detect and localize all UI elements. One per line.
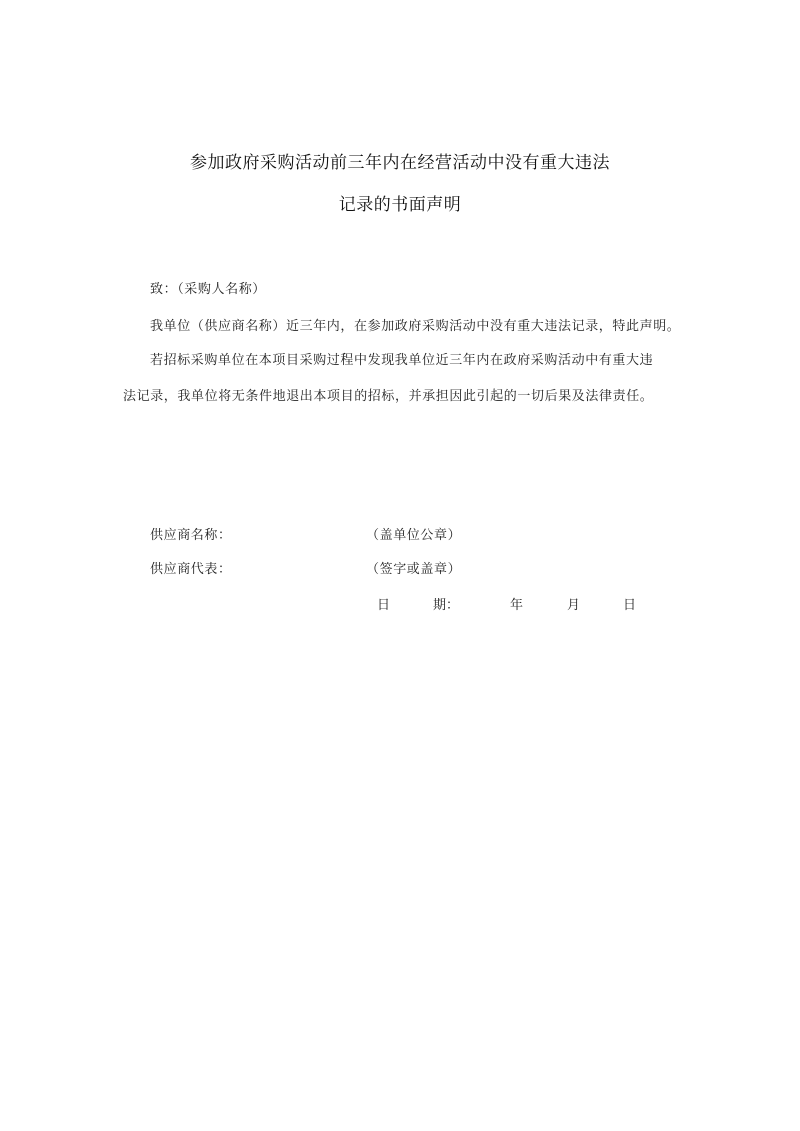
date-day-label: 日 xyxy=(623,598,637,613)
supplier-name-label: 供应商名称： xyxy=(150,528,232,543)
date-label-qi: 期： xyxy=(433,598,460,613)
supplier-seal-note: （盖单位公章） xyxy=(366,528,462,543)
supplier-representative-label: 供应商代表： xyxy=(150,562,232,577)
date-month-label: 月 xyxy=(567,598,581,613)
document-title-line1: 参加政府采购活动前三年内在经营活动中没有重大违法 xyxy=(190,153,610,173)
declaration-paragraph-2-line-1: 若招标采购单位在本项目采购过程中发现我单位近三年内在政府采购活动中有重大违 xyxy=(150,353,654,368)
supplier-sign-note: （签字或盖章） xyxy=(366,562,462,577)
document-title-line2: 记录的书面声明 xyxy=(338,195,462,215)
date-label-ri: 日 xyxy=(377,598,391,613)
date-year-label: 年 xyxy=(510,598,524,613)
addressee-line: 致：（采购人名称） xyxy=(150,282,266,297)
declaration-paragraph-2-line-2: 法记录，我单位将无条件地退出本项目的招标，并承担因此引起的一切后果及法律责任。 xyxy=(123,389,654,404)
declaration-paragraph-1: 我单位（供应商名称）近三年内，在参加政府采购活动中没有重大违法记录，特此声明。 xyxy=(150,319,681,334)
